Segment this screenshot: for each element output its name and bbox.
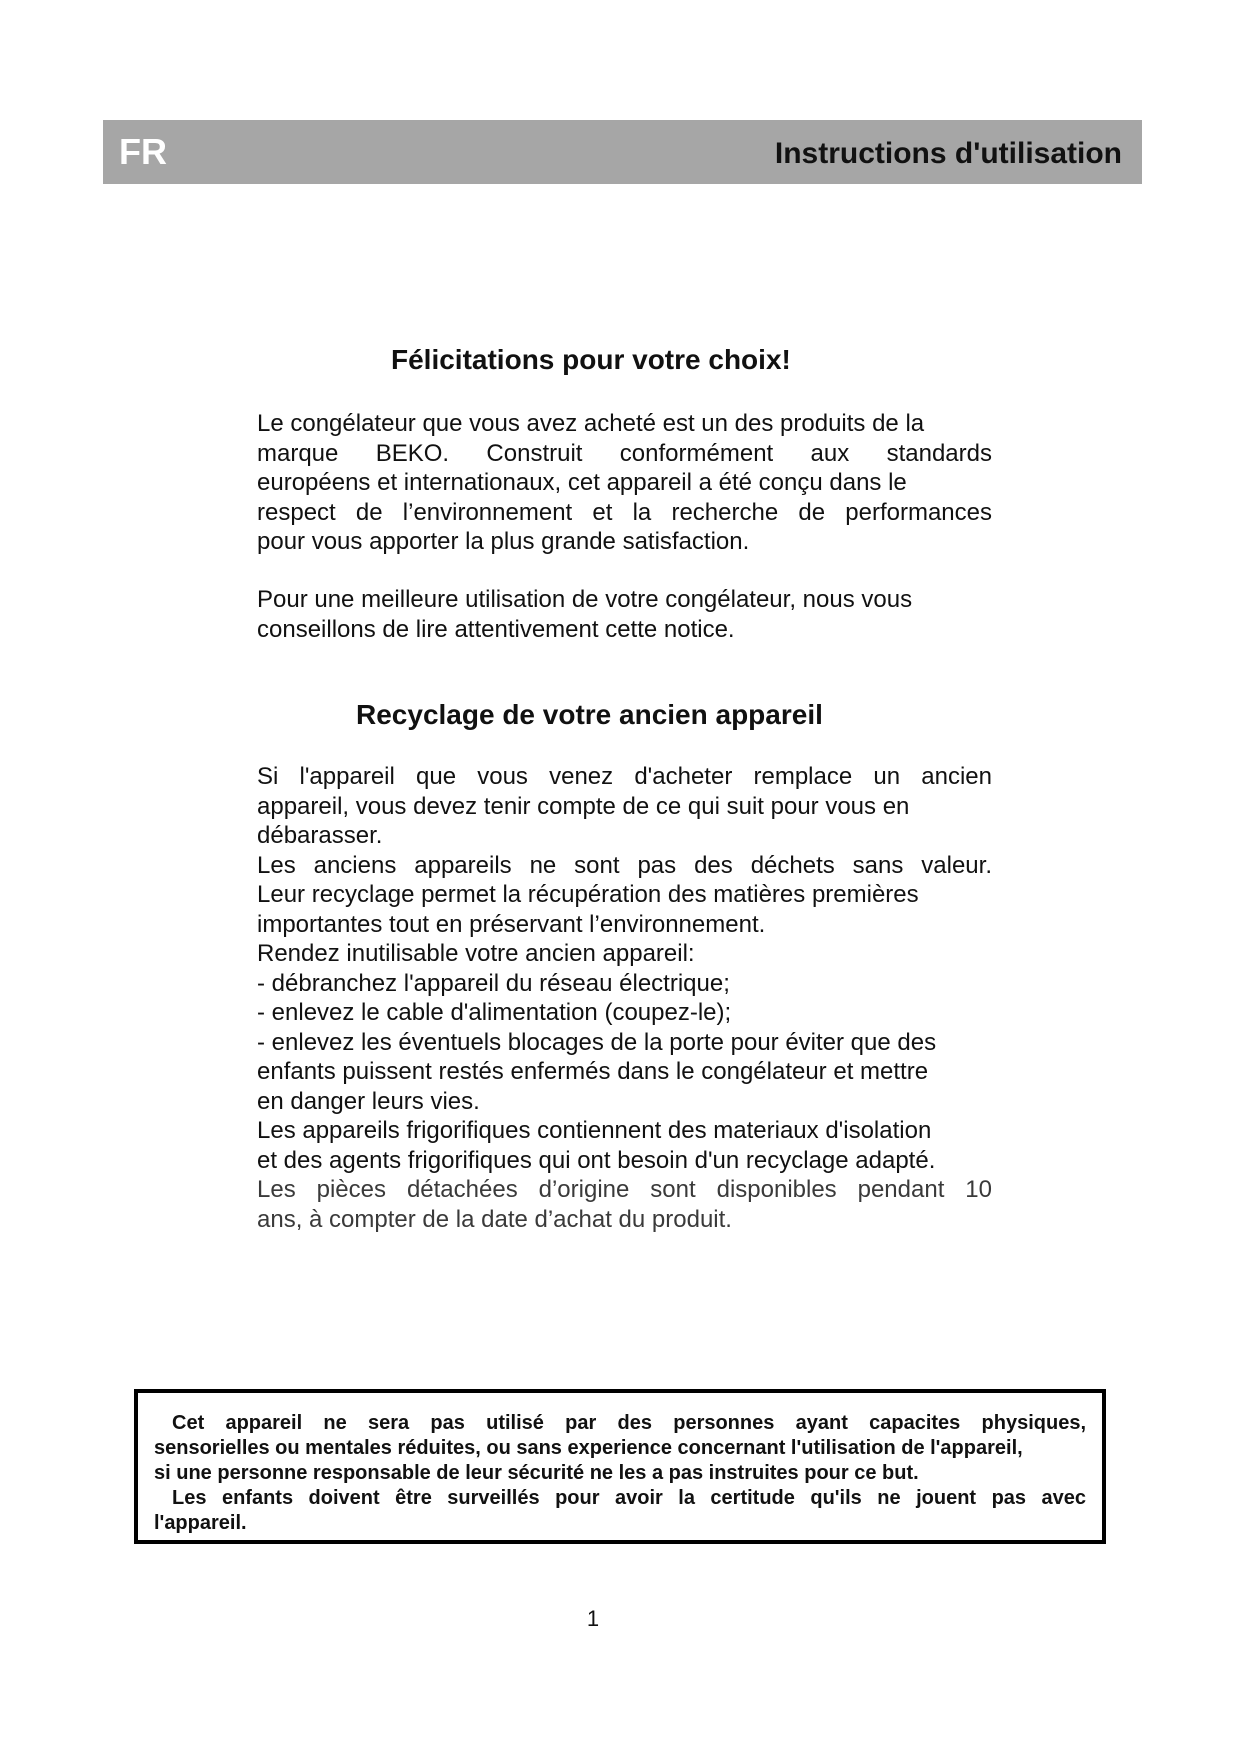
text-line: en danger leurs vies. [257,1087,480,1115]
text-line: enfants puissent restés enfermés dans le congélateur et mettre [257,1058,929,1085]
text-line: - débranchez l'appareil du réseau électrique; [257,969,730,997]
notice-line: si une personne responsable de leur sécurité ne les a pas instruites pour ce but. [154,1462,919,1484]
text-line: importantes tout en préservant l’environnement. [257,910,766,938]
text-line: appareil, vous devez tenir compte de ce qui suit pour vous en [257,792,910,820]
notice-line: Cet appareil ne sera pas utilisé par des personnes ayant capacites physiques, [172,1412,1086,1434]
text-line: Leur recyclage permet la récupération des matières premières [257,881,919,908]
text-line: pour vous apporter la plus grande satisfaction. [257,528,750,555]
header-bar [103,120,1142,184]
text-line: Les anciens appareils ne sont pas des déchets sans valeur. [257,851,992,879]
congrats-paragraph-1 [257,409,992,557]
text-line: Le congélateur que vous avez acheté est un des produits de la [257,410,925,437]
text-line: Les appareils frigorifiques contiennent des materiaux d'isolation [257,1117,932,1144]
text-line: respect de l’environnement et la recherche de performances [257,498,992,526]
text-line: - enlevez les éventuels blocages de la porte pour éviter que des [257,1028,937,1056]
text-line: ans, à compter de la date d’achat du produit. [257,1205,732,1233]
text-line: Si l'appareil que vous venez d'acheter remplace un ancien [257,763,992,790]
notice-line: l'appareil. [154,1512,247,1534]
text-line: conseillons de lire attentivement cette notice. [257,615,735,643]
congrats-paragraph-2 [257,585,992,644]
recycling-paragraph [257,762,992,1234]
safety-notice-text [154,1411,1086,1536]
text-line: et des agents frigorifiques qui ont besoin d'un recyclage adapté. [257,1146,936,1174]
text-line: Pour une meilleure utilisation de votre congélateur, nous vous [257,586,913,613]
text-line: européens et internationaux, cet appareil a été conçu dans le [257,469,907,496]
text-line: - enlevez le cable d'alimentation (coupez-le); [257,999,732,1026]
page-number: 1 [586,1606,600,1631]
congrats-heading: Félicitations pour votre choix! [391,344,791,375]
safety-notice-box [134,1389,1106,1544]
document-title: Instructions d'utilisation [774,137,1122,170]
text-line: marque BEKO. Construit conformément aux standards [257,439,992,467]
recycling-heading: Recyclage de votre ancien appareil [356,699,823,730]
language-code: FR [119,131,167,172]
text-line: Rendez inutilisable votre ancien appareil: [257,940,695,967]
text-line: Les pièces détachées d’origine sont disponibles pendant 10 [257,1176,992,1203]
notice-line: sensorielles ou mentales réduites, ou sans experience concernant l'utilisation de l'appareil, [154,1437,1023,1459]
notice-line: Les enfants doivent être surveillés pour avoir la certitude qu'ils ne jouent pas avec [172,1487,1086,1509]
text-line: débarasser. [257,822,383,849]
